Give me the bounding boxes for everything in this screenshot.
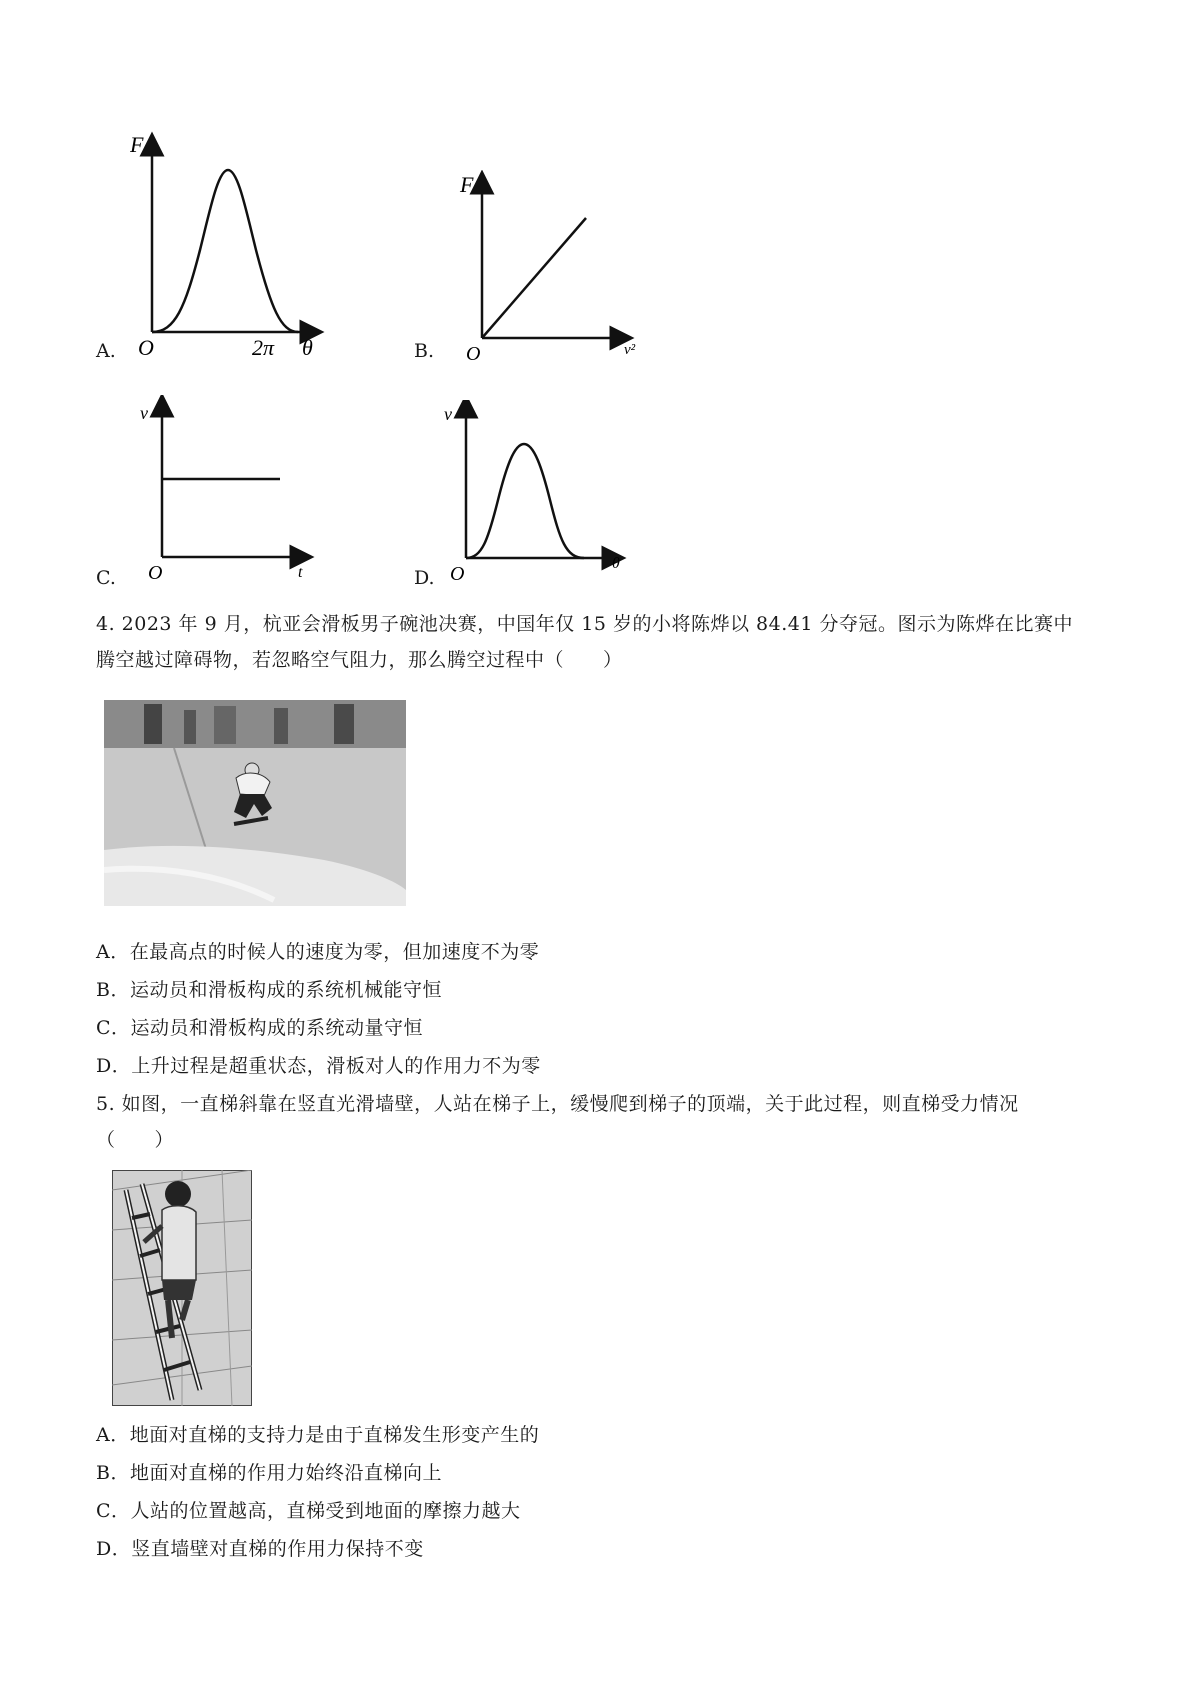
graph-d-y-label: v — [444, 404, 452, 424]
graph-a-y-label: F — [130, 132, 144, 157]
graph-a-x-label: θ — [302, 335, 313, 360]
question-5-line-1: 5. 如图，一直梯斜靠在竖直光滑墙壁，人站在梯子上，缓慢爬到梯子的顶端，关于此过程，则直梯受力情况 — [96, 1093, 1019, 1115]
question-4-choice-b: B．运动员和滑板构成的系统机械能守恒 — [96, 979, 442, 1001]
question-5-text — [96, 1086, 1166, 1158]
graph-b-y-label: F — [460, 172, 474, 197]
graph-d-origin: O — [450, 563, 465, 585]
graph-d-curve — [466, 444, 584, 558]
question-4-choice-c: C．运动员和滑板构成的系统动量守恒 — [96, 1017, 424, 1039]
graph-a-x-tick: 2π — [252, 335, 275, 360]
graph-d — [442, 400, 632, 585]
option-a-label: A. — [96, 340, 116, 362]
graph-c-y-label: v — [140, 403, 148, 423]
question-4-choice-d: D．上升过程是超重状态，滑板对人的作用力不为零 — [96, 1055, 541, 1077]
question-5-choice-c: C．人站的位置越高，直梯受到地面的摩擦力越大 — [96, 1500, 521, 1522]
question-4-line-2: 腾空越过障碍物，若忽略空气阻力，那么腾空过程中（ ） — [96, 649, 623, 671]
question-4-choice-a: A．在最高点的时候人的速度为零，但加速度不为零 — [96, 941, 540, 963]
question-5-line-2: （ ） — [96, 1129, 175, 1151]
question-4-line-1: 4. 2023 年 9 月，杭亚会滑板男子碗池决赛，中国年仅 15 岁的小将陈烨以 84.41 分夺冠。图示为陈烨在比赛中 — [96, 613, 1073, 635]
ladder-photo — [112, 1170, 252, 1406]
graph-d-x-label: θ — [612, 555, 620, 572]
question-5-choice-b: B．地面对直梯的作用力始终沿直梯向上 — [96, 1462, 442, 1484]
question-4-text — [96, 606, 1156, 678]
graph-c-origin: O — [148, 562, 163, 584]
option-c-label: C. — [96, 567, 116, 589]
option-b-label: B. — [414, 340, 435, 362]
question-5-choice-a: A．地面对直梯的支持力是由于直梯发生形变产生的 — [96, 1424, 540, 1446]
graph-c-x-label: t — [298, 564, 303, 581]
graph-b-line — [482, 218, 586, 338]
question-5-choice-d: D．竖直墙壁对直梯的作用力保持不变 — [96, 1538, 424, 1560]
graph-b — [452, 170, 652, 365]
graph-a — [130, 130, 340, 360]
option-d-label: D. — [414, 567, 435, 589]
graph-a-curve — [152, 170, 298, 332]
graph-a-origin: O — [138, 335, 154, 360]
graph-b-origin: O — [466, 343, 481, 365]
graph-c — [138, 395, 318, 585]
skateboard-photo — [104, 700, 406, 906]
graph-b-x-label: v² — [624, 342, 636, 358]
